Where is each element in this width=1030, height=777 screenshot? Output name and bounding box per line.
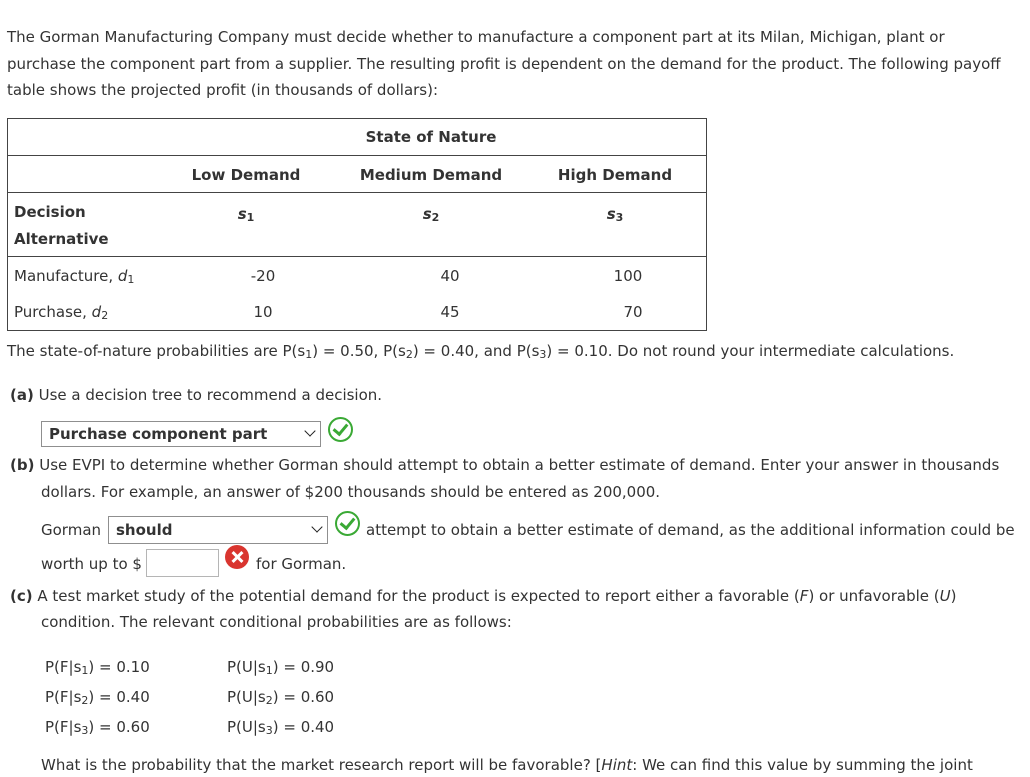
check-correct-icon bbox=[328, 417, 353, 442]
gorman-label: Gorman bbox=[41, 521, 102, 539]
alternative-label: Alternative bbox=[14, 230, 109, 248]
conditional-prob-u1: P(U|s1) = 0.90 bbox=[227, 658, 335, 677]
part-c-prompt-line2: condition. The relevant conditional probabilities are as follows: bbox=[41, 613, 512, 631]
row-manufacture-label: Manufacture, d1 bbox=[14, 267, 135, 286]
payoff-cell: -20 bbox=[250, 267, 276, 285]
incorrect-x-icon bbox=[225, 545, 249, 569]
part-b-after-select-text: attempt to obtain a better estimate of demand, as the additional information could be bbox=[366, 521, 1015, 539]
high-demand-header: High Demand bbox=[557, 166, 673, 184]
payoff-table bbox=[7, 118, 707, 331]
chevron-down-icon bbox=[304, 425, 315, 436]
medium-demand-header: Medium Demand bbox=[359, 166, 503, 184]
worth-up-to-label: worth up to $ bbox=[41, 555, 142, 573]
part-b-prompt-line2: dollars. For example, an answer of $200 thousands should be entered as 200,000. bbox=[41, 483, 661, 501]
decision-label: Decision bbox=[14, 203, 86, 221]
state-s3: s3 bbox=[606, 205, 624, 224]
part-c-question: What is the probability that the market research report will be favorable? [Hint: We can find this value by summing the joint bbox=[41, 756, 973, 774]
check-correct-icon bbox=[335, 511, 360, 536]
low-demand-header: Low Demand bbox=[191, 166, 301, 184]
chevron-down-icon bbox=[311, 521, 322, 532]
state-s2: s2 bbox=[422, 205, 440, 224]
part-a-prompt: (a) Use a decision tree to recommend a decision. bbox=[10, 386, 383, 404]
payoff-cell: 40 bbox=[440, 267, 460, 285]
for-gorman-text: for Gorman. bbox=[256, 555, 347, 573]
row-purchase-label: Purchase, d2 bbox=[14, 303, 109, 322]
conditional-prob-u3: P(U|s3) = 0.40 bbox=[227, 718, 335, 737]
payoff-cell: 100 bbox=[613, 267, 643, 285]
payoff-cell: 45 bbox=[440, 303, 460, 321]
conditional-prob-u2: P(U|s2) = 0.60 bbox=[227, 688, 335, 707]
conditional-prob-f1: P(F|s1) = 0.10 bbox=[45, 658, 150, 677]
payoff-cell: 10 bbox=[253, 303, 273, 321]
state-of-nature-header: State of Nature bbox=[365, 128, 497, 146]
part-c-prompt-line1: (c) A test market study of the potential demand for the product is expected to report either a favorable (F) or unfavorable (U) bbox=[10, 587, 957, 605]
conditional-prob-f3: P(F|s3) = 0.60 bbox=[45, 718, 150, 737]
payoff-cell: 70 bbox=[623, 303, 643, 321]
state-s1: s1 bbox=[237, 205, 255, 224]
part-a-decision-select[interactable]: Purchase component part bbox=[41, 421, 321, 447]
intro-paragraph: The Gorman Manufacturing Company must decide whether to manufacture a component part at its Milan, Michigan, plant or purchase the component part from a supplier. The resulting profit is dependent on the demand for the product. The following payoff table shows the projected profit (in thousands of dollars): bbox=[7, 28, 1001, 99]
conditional-prob-f2: P(F|s2) = 0.40 bbox=[45, 688, 150, 707]
part-b-should-select[interactable]: should bbox=[108, 516, 328, 544]
evpi-answer-input[interactable] bbox=[146, 549, 219, 577]
part-b-prompt-line1: (b) Use EVPI to determine whether Gorman should attempt to obtain a better estimate of demand. Enter your answer in thousands bbox=[10, 456, 1000, 474]
state-probabilities-text: The state-of-nature probabilities are P(s1) = 0.50, P(s2) = 0.40, and P(s3) = 0.10. Do not round your intermediate calculations. bbox=[7, 342, 955, 361]
